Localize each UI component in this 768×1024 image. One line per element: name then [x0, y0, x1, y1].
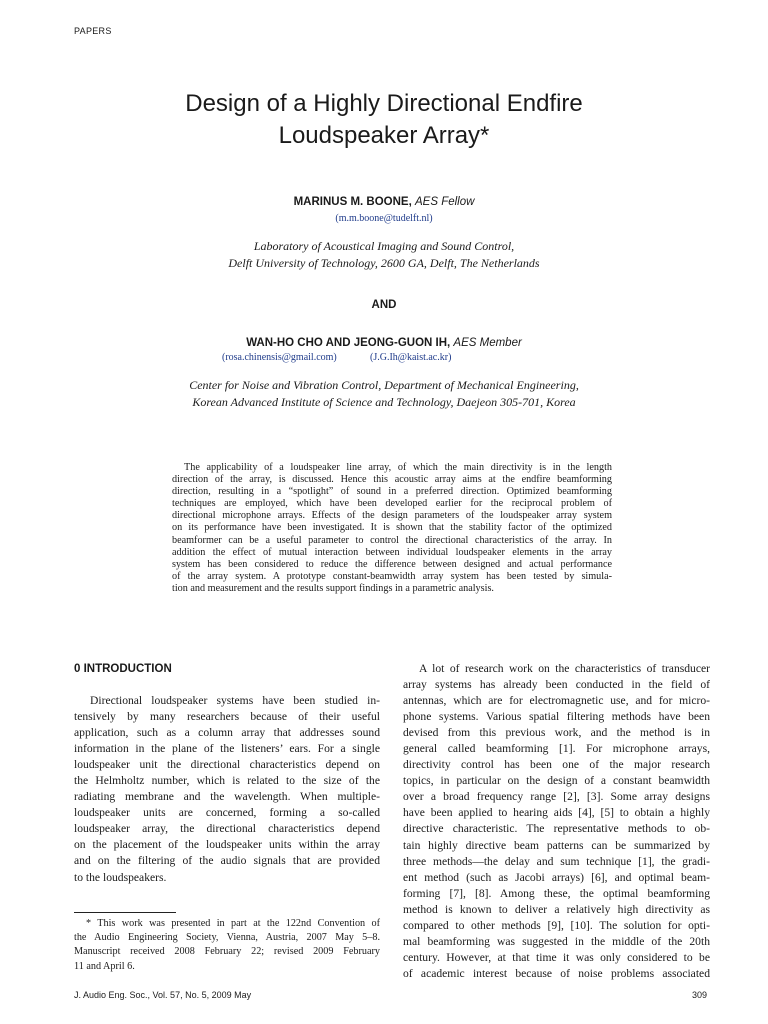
body-line: over a broad frequency range [2], [3]. Some array designs — [403, 790, 710, 804]
author-1-name: MARINUS M. BOONE, — [293, 196, 412, 208]
author-2-role: AES Member — [453, 337, 522, 349]
body-line: mal beamforming was suggested in the middle of the 20th — [403, 934, 710, 948]
footnote-rule — [74, 912, 176, 913]
body-line: tain highly directive beam patterns can be summarized by — [403, 838, 710, 852]
title-line-1: Design of a Highly Directional Endfire — [185, 90, 583, 117]
and-separator: AND — [371, 299, 397, 311]
author-2-email-a[interactable]: (rosa.chinensis@gmail.com) — [222, 352, 337, 363]
abstract-line: techniques are employed, which have been developed earlier for the reciprocal problem of — [172, 498, 612, 510]
author-1 — [0, 196, 768, 208]
body-column-left — [74, 693, 380, 886]
body-line: loudspeaker unit the directional characteristics depend on — [74, 758, 380, 772]
body-line: devised from this previous work, and the method is in — [403, 726, 710, 740]
abstract-line: directional microphone arrays. Effects of the design parameters of the loudspeaker array system — [172, 510, 612, 522]
body-line: directivity control has been one of the major research — [403, 758, 710, 772]
abstract-line: system has been considered to reduce the difference between designed and actual performance — [172, 558, 612, 570]
page-number: 309 — [692, 990, 708, 1000]
body-line: method is known to deliver a relatively high directivity as — [403, 902, 710, 916]
paper-title — [0, 88, 768, 152]
affiliation-2-line-2: Korean Advanced Institute of Science and Technology, Daejeon 305-701, Korea — [192, 395, 576, 409]
author-2-name: WAN-HO CHO AND JEONG-GUON IH, — [246, 337, 451, 349]
author-2 — [0, 337, 768, 349]
footnote-line: 11 and April 6. — [74, 960, 135, 972]
body-line: tensively by many researchers because of their useful — [74, 710, 380, 724]
body-line: three methods—the delay and sum technique [1], the gradi- — [403, 854, 710, 868]
abstract-line: The applicability of a loudspeaker line array, of which the main directivity is in the length — [184, 462, 612, 473]
abstract-line: of the array system. A prototype constant-beamwidth array system has been tested by simula- — [172, 570, 612, 582]
footnote — [74, 917, 380, 974]
body-line: of academic interest because of noise problems associated — [403, 966, 710, 980]
body-line: radiating membrane and the wavelength. When multiple- — [74, 790, 380, 804]
author-1-role: AES Fellow — [414, 196, 475, 208]
body-line: phone systems. Various spatial filtering methods have been — [403, 710, 710, 724]
affiliation-2-line-1: Center for Noise and Vibration Control, Department of Mechanical Engineering, — [189, 378, 579, 392]
author-2-email-b[interactable]: (J.G.Ih@kaist.ac.kr) — [370, 352, 452, 363]
body-line: general called beamforming [1]. For microphone arrays, — [403, 742, 710, 756]
affiliation-1-line-2: Delft University of Technology, 2600 GA, Delft, The Netherlands — [228, 256, 540, 270]
body-line: have been applied to hearing aids [4], [5] to obtain a highly — [403, 806, 710, 820]
body-column-right — [403, 661, 710, 982]
body-line: and on the filtering of the audio signals that are provided — [74, 854, 380, 868]
running-header: PAPERS — [74, 26, 112, 36]
body-line: antennas, which are for electromagnetic use, and for micro- — [403, 694, 710, 708]
abstract-line: direction of the array, is discussed. Hence this acoustic array aims at the endfire beamforming — [172, 474, 612, 486]
abstract-line: on its performance have been investigated. It is shown that the stability factor of the optimized — [172, 522, 612, 534]
affiliation-2 — [0, 377, 768, 411]
body-line: the Helmholtz number, which is related to the size of the — [74, 774, 380, 788]
body-line: application, such as a column array that addresses sound — [74, 726, 380, 740]
body-line: directive characteristic. The representative methods to ob- — [403, 822, 710, 836]
journal-citation: J. Audio Eng. Soc., Vol. 57, No. 5, 2009 May — [74, 990, 252, 1000]
body-line: Directional loudspeaker systems have been studied in- — [90, 694, 380, 707]
body-line: array systems has already been conducted in the field of — [403, 678, 710, 692]
abstract-line: beamformer can be a useful parameter to control the directional characteristics of the array. In — [172, 534, 612, 546]
body-line: on the placement of the loudspeaker units within the array — [74, 838, 380, 852]
body-line: loudspeaker array, the directional characteristics depend — [74, 822, 380, 836]
body-line: topics, in particular on the design of a constant beamwidth — [403, 774, 710, 788]
body-line: information in the plane of the listeners’ ears. For a single — [74, 742, 380, 756]
affiliation-1 — [0, 238, 768, 272]
section-heading: 0 INTRODUCTION — [74, 663, 172, 675]
body-line: A lot of research work on the characteristics of transducer — [419, 662, 710, 675]
abstract-line: direction, resulting in a “spotlight” of sound in a preferred direction. Optimized beamforming — [172, 486, 612, 498]
body-line: compared to other methods [9], [10]. The solution for opti- — [403, 918, 710, 932]
body-line: loudspeaker units are concerned, forming a so-called — [74, 806, 380, 820]
body-line: century. However, at that time it was only considered to be — [403, 950, 710, 964]
title-line-2: Loudspeaker Array* — [278, 122, 490, 149]
abstract-line: addition the effect of mutual interaction between individual loudspeaker elements in the array — [172, 546, 612, 558]
body-line: forming [7], [8]. Among these, the optimal beamforming — [403, 886, 710, 900]
body-line: ent method (such as Jacobi arrays) [6], and optimal beam- — [403, 870, 710, 884]
footnote-line: the Audio Engineering Society, Vienna, Austria, 2007 May 5–8. — [74, 932, 380, 944]
footnote-line: Manuscript received 2008 February 22; revised 2009 February — [74, 946, 380, 958]
footnote-line: * This work was presented in part at the 122nd Convention of — [86, 918, 380, 929]
author-1-email[interactable]: (m.m.boone@tudelft.nl) — [335, 213, 433, 224]
body-line: to the loudspeakers. — [74, 870, 167, 884]
abstract — [172, 462, 612, 595]
abstract-line: tion and measurement and the results support findings in a parametric analysis. — [172, 582, 494, 594]
affiliation-1-line-1: Laboratory of Acoustical Imaging and Sound Control, — [253, 239, 515, 253]
